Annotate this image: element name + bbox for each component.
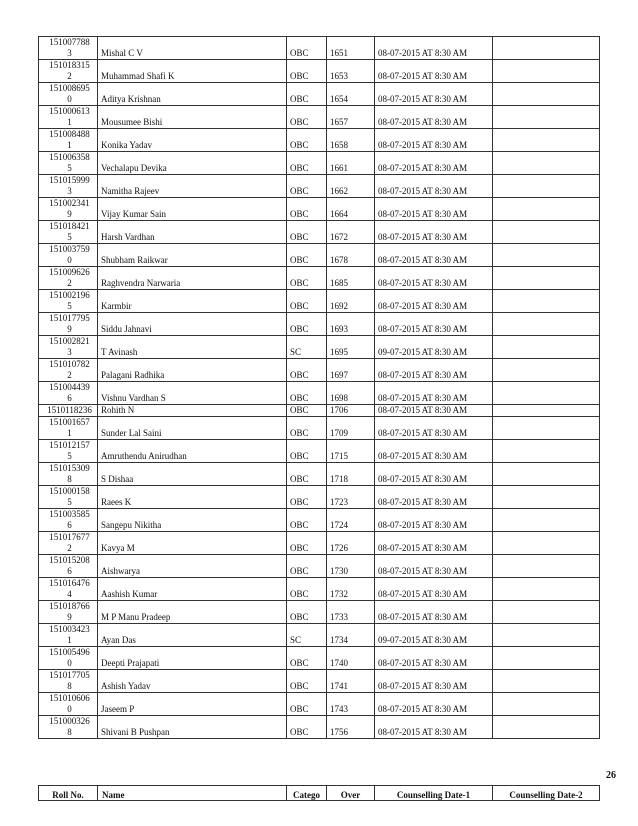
category-cell: OBC [287,670,327,693]
column-header-footer [38,785,599,801]
roll-no-cell [39,624,98,647]
rank-cell: 1698 [327,382,375,405]
roll-no-cell [39,555,98,578]
roll-no-line-1: 151005496 [49,647,90,657]
counselling-date-2-cell [493,336,600,359]
table-row [39,578,600,601]
table-row [39,175,600,198]
counselling-date-1-cell: 08-07-2015 AT 8:30 AM [375,313,493,336]
roll-no-cell [39,486,98,509]
roll-no-line-1: 151003423 [49,624,90,634]
candidate-name-cell: Rohith N [98,405,287,417]
table-row [39,624,600,647]
candidate-name-cell: S Dishaa [98,463,287,486]
candidate-name-cell: Shivani B Pushpan [98,716,287,739]
roll-no-line-2: 0 [67,658,72,668]
counselling-date-1-cell: 08-07-2015 AT 8:30 AM [375,670,493,693]
table-row [39,509,600,532]
rank-cell: 1726 [327,532,375,555]
roll-no-line-2: 5 [67,232,72,242]
roll-no-cell [39,532,98,555]
roll-no-line-2: 5 [67,451,72,461]
table-row [39,60,600,83]
counselling-date-1-cell: 08-07-2015 AT 8:30 AM [375,106,493,129]
roll-no-line-1: 151002341 [49,198,90,208]
roll-no-cell [39,578,98,601]
rank-cell: 1693 [327,313,375,336]
rank-cell: 1732 [327,578,375,601]
roll-no-cell [39,647,98,670]
category-cell: OBC [287,578,327,601]
category-cell: OBC [287,693,327,716]
candidate-name-cell: T Avinash [98,336,287,359]
table-row [39,405,600,417]
roll-no-line-2: 3 [67,186,72,196]
category-cell: SC [287,624,327,647]
counselling-date-2-cell [493,382,600,405]
counselling-date-2-cell [493,509,600,532]
results-table [38,36,600,739]
roll-no-line-1: 151018315 [49,60,90,70]
counselling-date-2-cell [493,417,600,440]
rank-cell: 1740 [327,647,375,670]
roll-no-line-1: 151003759 [49,244,90,254]
roll-no-line-2: 0 [67,704,72,714]
roll-no-line-2: 3 [67,48,72,58]
counselling-date-2-cell [493,440,600,463]
counselling-date-2-cell [493,313,600,336]
counselling-date-1-cell: 08-07-2015 AT 8:30 AM [375,37,493,60]
counselling-date-1-cell: 08-07-2015 AT 8:30 AM [375,417,493,440]
roll-no-line-1: 151003585 [49,509,90,519]
roll-no-line-1: 151018421 [49,221,90,231]
candidate-name-cell: Aishwarya [98,555,287,578]
counselling-date-2-cell [493,152,600,175]
roll-no-line-2: 1 [67,428,72,438]
rank-cell: 1718 [327,463,375,486]
table-row [39,555,600,578]
rank-cell: 1657 [327,106,375,129]
candidate-name-cell: Mousumee Bishi [98,106,287,129]
counselling-date-1-cell: 08-07-2015 AT 8:30 AM [375,290,493,313]
counselling-date-2-cell [493,486,600,509]
roll-no-line-1: 151008488 [49,129,90,139]
candidate-name-cell: Muhammad Shafi K [98,60,287,83]
roll-no-cell [39,716,98,739]
counselling-date-2-cell [493,359,600,382]
roll-no-cell [39,106,98,129]
header-roll-no: Roll No. [39,786,98,801]
table-row [39,336,600,359]
roll-no-cell [39,463,98,486]
counselling-date-2-cell [493,198,600,221]
rank-cell: 1654 [327,83,375,106]
header-counselling-date-2: Counselling Date-2 [493,786,600,801]
table-row [39,129,600,152]
roll-no-line-1: 151009626 [49,267,90,277]
table-row [39,359,600,382]
counselling-date-2-cell [493,670,600,693]
candidate-name-cell: Aditya Krishnan [98,83,287,106]
roll-no-line-1: 151015208 [49,555,90,565]
candidate-name-cell: Vijay Kumar Sain [98,198,287,221]
roll-no-cell [39,693,98,716]
table-row [39,440,600,463]
counselling-date-2-cell [493,290,600,313]
counselling-date-2-cell [493,532,600,555]
category-cell: OBC [287,555,327,578]
counselling-date-2-cell [493,175,600,198]
counselling-date-2-cell [493,716,600,739]
roll-no-line-1: 151017705 [49,670,90,680]
category-cell: OBC [287,221,327,244]
roll-no-line-1: 151008695 [49,83,90,93]
counselling-date-1-cell: 08-07-2015 AT 8:30 AM [375,440,493,463]
rank-cell: 1734 [327,624,375,647]
rank-cell: 1695 [327,336,375,359]
category-cell: OBC [287,486,327,509]
rank-cell: 1723 [327,486,375,509]
roll-no-line-2: 2 [67,543,72,553]
counselling-date-2-cell [493,578,600,601]
rank-cell: 1672 [327,221,375,244]
category-cell: OBC [287,83,327,106]
category-cell: OBC [287,382,327,405]
counselling-date-2-cell [493,624,600,647]
roll-no-cell [39,670,98,693]
candidate-name-cell: Jaseem P [98,693,287,716]
category-cell: OBC [287,716,327,739]
category-cell: OBC [287,106,327,129]
category-cell: OBC [287,509,327,532]
roll-no-line-1: 151018766 [49,601,90,611]
roll-no-line-2: 9 [67,209,72,219]
rank-cell: 1692 [327,290,375,313]
counselling-date-1-cell: 09-07-2015 AT 8:30 AM [375,336,493,359]
roll-no-line-2: 1 [67,117,72,127]
roll-no-line-1: 151017677 [49,532,90,542]
roll-no-line-2: 0 [67,255,72,265]
table-row [39,647,600,670]
counselling-date-1-cell: 08-07-2015 AT 8:30 AM [375,532,493,555]
roll-no-cell [39,313,98,336]
roll-no-line-2: 6 [67,566,72,576]
table-row [39,382,600,405]
counselling-date-1-cell: 08-07-2015 AT 8:30 AM [375,244,493,267]
table-row [39,601,600,624]
roll-no-line-1: 151000326 [49,716,90,726]
counselling-date-1-cell: 08-07-2015 AT 8:30 AM [375,463,493,486]
roll-no-line-1: 151006358 [49,152,90,162]
counselling-date-1-cell: 08-07-2015 AT 8:30 AM [375,693,493,716]
roll-no-cell [39,244,98,267]
roll-no-line-2: 6 [67,393,72,403]
counselling-date-2-cell [493,106,600,129]
roll-no-line-2: 9 [67,612,72,622]
roll-no-line-2: 6 [67,520,72,530]
candidate-name-cell: Siddu Jahnavi [98,313,287,336]
table-row [39,198,600,221]
candidate-name-cell: Konika Yadav [98,129,287,152]
category-cell: OBC [287,601,327,624]
roll-no-cell [39,60,98,83]
candidate-name-cell: Ayan Das [98,624,287,647]
table-row [39,37,600,60]
counselling-date-2-cell [493,647,600,670]
counselling-date-1-cell: 08-07-2015 AT 8:30 AM [375,152,493,175]
rank-cell: 1730 [327,555,375,578]
candidate-name-cell: Deepti Prajapati [98,647,287,670]
counselling-date-1-cell: 08-07-2015 AT 8:30 AM [375,555,493,578]
table-row [39,532,600,555]
roll-no-line-1: 151001657 [49,417,90,427]
rank-cell: 1651 [327,37,375,60]
roll-no-cell [39,440,98,463]
candidate-name-cell: Sangepu Nikitha [98,509,287,532]
rank-cell: 1743 [327,693,375,716]
header-counselling-date-1: Counselling Date-1 [375,786,493,801]
roll-no-line-1: 151015999 [49,175,90,185]
roll-no-cell [39,417,98,440]
roll-no-line-1: 151016476 [49,578,90,588]
rank-cell: 1756 [327,716,375,739]
category-cell: OBC [287,463,327,486]
roll-no-cell [39,175,98,198]
rank-cell: 1715 [327,440,375,463]
category-cell: OBC [287,175,327,198]
category-cell: OBC [287,440,327,463]
counselling-date-1-cell: 08-07-2015 AT 8:30 AM [375,129,493,152]
counselling-date-1-cell: 08-07-2015 AT 8:30 AM [375,405,493,417]
rank-cell: 1697 [327,359,375,382]
table-row [39,221,600,244]
category-cell: OBC [287,267,327,290]
category-cell: OBC [287,129,327,152]
roll-no-line-1: 151000158 [49,486,90,496]
table-row [39,693,600,716]
candidate-name-cell: Namitha Rajeev [98,175,287,198]
roll-no-cell [39,129,98,152]
counselling-date-1-cell: 08-07-2015 AT 8:30 AM [375,578,493,601]
roll-no-line-1: 151010782 [49,359,90,369]
roll-no-cell [39,267,98,290]
roll-no-line-2: 1 [67,635,72,645]
header-category: Catego [287,786,327,801]
table-row [39,670,600,693]
category-cell: SC [287,336,327,359]
counselling-date-1-cell: 08-07-2015 AT 8:30 AM [375,382,493,405]
candidate-name-cell: M P Manu Pradeep [98,601,287,624]
category-cell: OBC [287,244,327,267]
counselling-date-2-cell [493,129,600,152]
candidate-name-cell: Raghvendra Narwaria [98,267,287,290]
roll-no-line-2: 3 [67,347,72,357]
counselling-date-1-cell: 08-07-2015 AT 8:30 AM [375,486,493,509]
candidate-name-cell: Amruthendu Anirudhan [98,440,287,463]
table-row [39,290,600,313]
roll-no-cell [39,290,98,313]
category-cell: OBC [287,152,327,175]
counselling-date-1-cell: 09-07-2015 AT 8:30 AM [375,624,493,647]
candidate-name-cell: Harsh Vardhan [98,221,287,244]
footer-header-table [38,785,600,801]
counselling-date-1-cell: 08-07-2015 AT 8:30 AM [375,198,493,221]
roll-no-line-2: 1 [67,140,72,150]
roll-no-line-1: 151010606 [49,693,90,703]
roll-no-line-2: 2 [67,370,72,380]
roll-no-cell [39,382,98,405]
rank-cell: 1733 [327,601,375,624]
category-cell: OBC [287,290,327,313]
counselling-date-1-cell: 08-07-2015 AT 8:30 AM [375,267,493,290]
roll-no-line-1: 151004439 [49,382,90,392]
counselling-date-1-cell: 08-07-2015 AT 8:30 AM [375,716,493,739]
roll-no-line-2: 8 [67,681,72,691]
counselling-date-1-cell: 08-07-2015 AT 8:30 AM [375,509,493,532]
roll-no-line-2: 5 [67,163,72,173]
category-cell: OBC [287,405,327,417]
category-cell: OBC [287,37,327,60]
roll-no-line-2: 5 [67,301,72,311]
counselling-date-2-cell [493,37,600,60]
footer-header-row [39,786,600,801]
roll-no-line-1: 151002821 [49,336,90,346]
candidate-name-cell: Aashish Kumar [98,578,287,601]
category-cell: OBC [287,359,327,382]
roll-no-line-2: 0 [67,94,72,104]
roll-no-line-1: 151015309 [49,463,90,473]
counselling-date-2-cell [493,693,600,716]
counselling-date-2-cell [493,463,600,486]
table-row [39,83,600,106]
page-number: 26 [606,770,616,781]
counselling-date-2-cell [493,83,600,106]
counselling-date-1-cell: 08-07-2015 AT 8:30 AM [375,83,493,106]
candidate-name-cell: Mishal C V [98,37,287,60]
roll-no-line-2: 8 [67,474,72,484]
table-row [39,267,600,290]
roll-no-cell [39,37,98,60]
counselling-date-1-cell: 08-07-2015 AT 8:30 AM [375,601,493,624]
rank-cell: 1664 [327,198,375,221]
table-row [39,152,600,175]
counselling-date-2-cell [493,405,600,417]
results-table-container [38,36,599,739]
counselling-date-1-cell: 08-07-2015 AT 8:30 AM [375,175,493,198]
roll-no-cell [39,83,98,106]
counselling-date-2-cell [493,244,600,267]
counselling-date-1-cell: 08-07-2015 AT 8:30 AM [375,647,493,670]
counselling-date-1-cell: 08-07-2015 AT 8:30 AM [375,359,493,382]
header-name: Name [98,786,287,801]
roll-no-cell [39,405,98,417]
rank-cell: 1706 [327,405,375,417]
rank-cell: 1662 [327,175,375,198]
roll-no-cell [39,601,98,624]
category-cell: OBC [287,532,327,555]
table-row [39,716,600,739]
category-cell: OBC [287,313,327,336]
roll-no-line-2: 9 [67,324,72,334]
candidate-name-cell: Sunder Lal Saini [98,417,287,440]
rank-cell: 1724 [327,509,375,532]
candidate-name-cell: Raees K [98,486,287,509]
roll-no-line-2: 4 [67,589,72,599]
candidate-name-cell: Palagani Radhika [98,359,287,382]
category-cell: OBC [287,647,327,670]
table-row [39,244,600,267]
rank-cell: 1658 [327,129,375,152]
counselling-date-2-cell [493,60,600,83]
candidate-name-cell: Shubham Raikwar [98,244,287,267]
rank-cell: 1685 [327,267,375,290]
candidate-name-cell: Kavya M [98,532,287,555]
candidate-name-cell: Vishnu Vardhan S [98,382,287,405]
category-cell: OBC [287,60,327,83]
roll-no-line-2: 8 [67,727,72,737]
rank-cell: 1678 [327,244,375,267]
header-over: Over [327,786,375,801]
counselling-date-1-cell: 08-07-2015 AT 8:30 AM [375,60,493,83]
rank-cell: 1661 [327,152,375,175]
table-row [39,486,600,509]
counselling-date-2-cell [493,267,600,290]
rank-cell: 1653 [327,60,375,83]
roll-no-line-1: 151000613 [49,106,90,116]
counselling-date-2-cell [493,221,600,244]
table-row [39,313,600,336]
counselling-date-1-cell: 08-07-2015 AT 8:30 AM [375,221,493,244]
roll-no-cell [39,152,98,175]
roll-no-cell [39,198,98,221]
candidate-name-cell: Karmbir [98,290,287,313]
roll-no-line-2: 2 [67,71,72,81]
table-row [39,106,600,129]
roll-no-line-2: 2 [67,278,72,288]
roll-no-cell [39,359,98,382]
roll-no-cell [39,336,98,359]
roll-no-line-1: 151017795 [49,313,90,323]
roll-no-cell [39,221,98,244]
roll-no-line-1: 151007788 [49,37,90,47]
rank-cell: 1741 [327,670,375,693]
counselling-date-2-cell [493,555,600,578]
roll-no-line-1: 151012157 [49,440,90,450]
category-cell: OBC [287,198,327,221]
roll-no-line-1: 151002196 [49,290,90,300]
roll-no-cell [39,509,98,532]
rank-cell: 1709 [327,417,375,440]
candidate-name-cell: Ashish Yadav [98,670,287,693]
results-table-body [39,37,600,739]
table-row [39,463,600,486]
table-row [39,417,600,440]
category-cell: OBC [287,417,327,440]
counselling-date-2-cell [493,601,600,624]
roll-no-line-1: 1510118236 [47,405,92,415]
candidate-name-cell: Vechalapu Devika [98,152,287,175]
roll-no-line-2: 5 [67,497,72,507]
